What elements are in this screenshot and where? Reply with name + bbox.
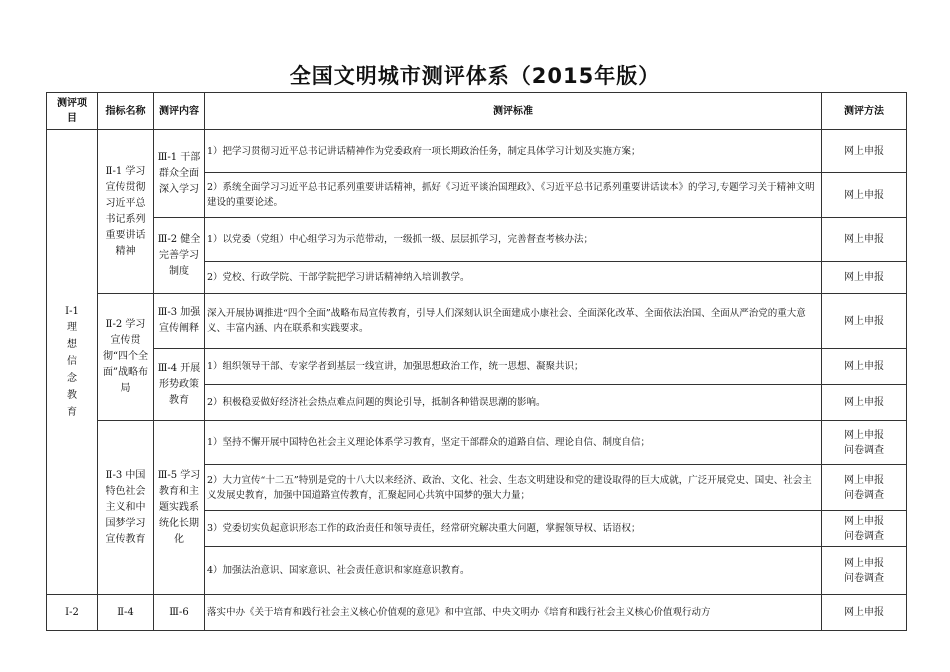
evaluation-table — [46, 92, 907, 631]
method-online: 网上申报 — [844, 557, 884, 569]
standard-cell: 落实中办《关于培育和践行社会主义核心价值观的意见》和中宣部、中央文明办《培育和践行社会主义核心价值观行动方 — [205, 595, 822, 631]
method-survey: 问卷调查 — [844, 572, 884, 584]
method-online: 网上申报 — [844, 474, 884, 486]
page-title: 全国文明城市测评体系（2015年版） — [289, 64, 661, 88]
indicator-cell: Ⅱ-2 学习宣传贯彻“四个全面”战略布局 — [98, 294, 154, 421]
standard-cell: 1）把学习贯彻习近平总书记讲话精神作为党委政府一项长期政治任务，制定具体学习计划及实施方案； — [205, 130, 822, 173]
header-standard: 测评标准 — [205, 93, 822, 130]
standard-cell: 1）组织领导干部、专家学者到基层一线宣讲，加强思想政治工作，统一思想、凝聚共识； — [205, 349, 822, 385]
method-survey: 问卷调查 — [844, 530, 884, 542]
header-indicator: 指标名称 — [98, 93, 154, 130]
header-project: 测评项目 — [47, 93, 98, 130]
standard-cell: 4）加强法治意识、国家意识、社会责任意识和家庭意识教育。 — [205, 547, 822, 595]
standard-cell: 2）大力宣传“十二五”特别是党的十八大以来经济、政治、文化、社会、生态文明建设和党的建设取得的巨大成就，广泛开展党史、国史、社会主义发展史教育，加强中国道路宣传教育，汇聚起同心共筑中国梦的强大力量； — [205, 465, 822, 511]
project-cell — [47, 130, 98, 595]
method-cell — [822, 511, 907, 547]
standard-cell: 2）系统全面学习习近平总书记系列重要讲话精神，抓好《习近平谈治国理政》、《习近平总书记系列重要讲话读本》的学习,专题学习关于精神文明建设的重要论述。 — [205, 173, 822, 218]
standard-cell: 3）党委切实负起意识形态工作的政治责任和领导责任，经常研究解决重大问题，掌握领导权、话语权； — [205, 511, 822, 547]
project-cell: Ⅰ-2 — [47, 595, 98, 631]
content-cell: Ⅲ-5 学习教育和主题实践系统化长期化 — [154, 421, 205, 595]
method-cell: 网上申报 — [822, 349, 907, 385]
content-cell: Ⅲ-4 开展形势政策教育 — [154, 349, 205, 421]
standard-cell: 1）以党委（党组）中心组学习为示范带动，一级抓一级、层层抓学习，完善督查考核办法； — [205, 218, 822, 262]
project-name: 理想信念教育 — [67, 321, 77, 418]
standard-cell: 深入开展协调推进“四个全面”战略布局宣传教育，引导人们深刻认识全面建成小康社会、全面深化改革、全面依法治国、全面从严治党的重大意义、丰富内涵、内在联系和实践要求。 — [205, 294, 822, 349]
header-row — [47, 93, 907, 130]
method-online: 网上申报 — [844, 515, 884, 527]
table-row — [47, 421, 907, 465]
method-cell: 网上申报 — [822, 262, 907, 294]
method-cell: 网上申报 — [822, 173, 907, 218]
method-cell — [822, 465, 907, 511]
method-cell: 网上申报 — [822, 595, 907, 631]
method-cell: 网上申报 — [822, 218, 907, 262]
method-cell: 网上申报 — [822, 294, 907, 349]
standard-cell: 1）坚持不懈开展中国特色社会主义理论体系学习教育，坚定干部群众的道路自信、理论自信、制度自信； — [205, 421, 822, 465]
method-survey: 问卷调查 — [844, 489, 884, 501]
header-method: 测评方法 — [822, 93, 907, 130]
content-cell: Ⅲ-2 健全完善学习制度 — [154, 218, 205, 294]
indicator-cell: Ⅱ-4 — [98, 595, 154, 631]
indicator-cell: Ⅱ-1 学习宣传贯彻习近平总书记系列重要讲话精神 — [98, 130, 154, 294]
table-row — [47, 218, 907, 262]
header-content: 测评内容 — [154, 93, 205, 130]
table-row — [47, 595, 907, 631]
indicator-cell: Ⅱ-3 中国特色社会主义和中国梦学习宣传教育 — [98, 421, 154, 595]
content-cell: Ⅲ-6 — [154, 595, 205, 631]
standard-cell: 2）党校、行政学院、干部学院把学习讲话精神纳入培训教学。 — [205, 262, 822, 294]
method-survey: 问卷调查 — [844, 444, 884, 456]
table-row — [47, 349, 907, 385]
table-row — [47, 130, 907, 173]
project-code: Ⅰ-1 — [65, 305, 79, 317]
method-cell — [822, 421, 907, 465]
method-cell: 网上申报 — [822, 130, 907, 173]
content-cell: Ⅲ-3 加强宣传阐释 — [154, 294, 205, 349]
standard-cell: 2）积极稳妥做好经济社会热点难点问题的舆论引导，抵制各种错误思潮的影响。 — [205, 385, 822, 421]
table-row — [47, 294, 907, 349]
method-cell — [822, 547, 907, 595]
method-cell: 网上申报 — [822, 385, 907, 421]
method-online: 网上申报 — [844, 429, 884, 441]
content-cell: Ⅲ-1 干部群众全面深入学习 — [154, 130, 205, 218]
